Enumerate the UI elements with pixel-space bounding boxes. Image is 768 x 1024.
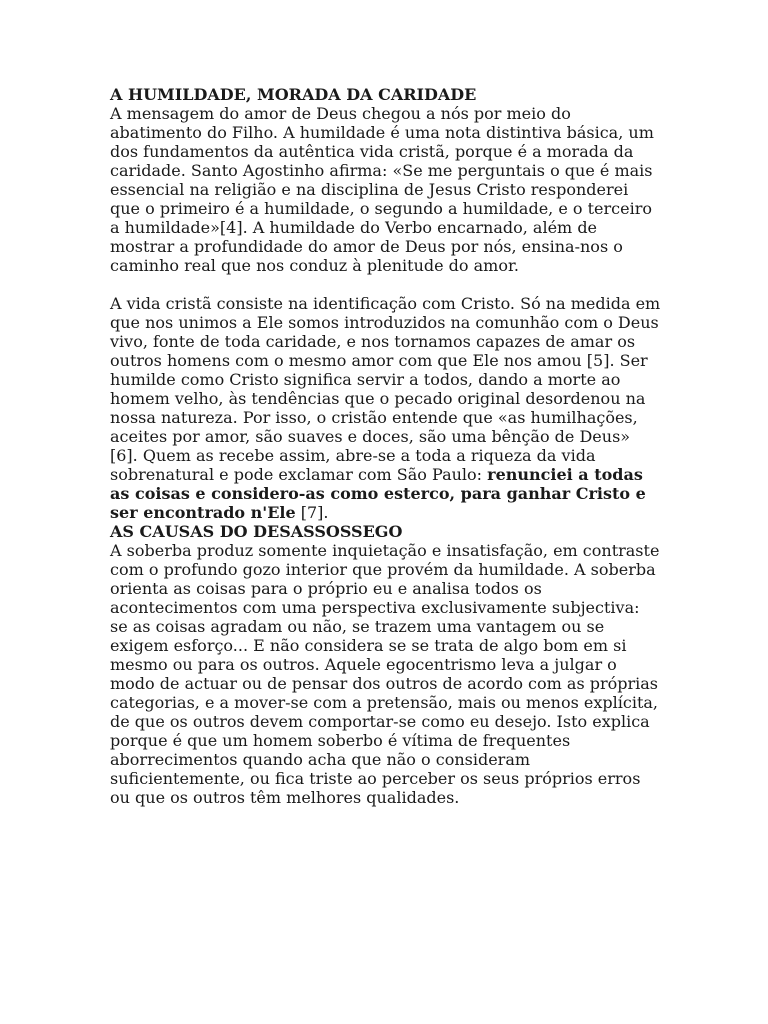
section-heading-humility: A HUMILDADE, MORADA DA CARIDADE bbox=[110, 85, 477, 104]
bold-quote-saint-paul: renunciei a todas as coisas e considero-as como esterco, para ganhar Cristo e ser encontrado n'Ele bbox=[110, 465, 646, 522]
paragraph-humility-intro: A mensagem do amor de Deus chegou a nós por meio do abatimento do Filho. A humildade é uma nota distintiva básica, um dos fundamentos da autêntica vida cristã, porque é a morada da caridade. Santo Agostinho afirma: «Se me perguntais o que é mais essencial na religião e na disciplina de Jesus Cristo responderei que o primeiro é a humildade, o segundo a humildade, e o terceiro a humildade»[4]. A humildade do Verbo encarnado, além de mostrar a profundidade do amor de Deus por nós, ensina-nos o caminho real que nos conduz à plenitude do amor. bbox=[110, 104, 654, 275]
paragraph-christian-life-text: A vida cristã consiste na identificação com Cristo. Só na medida em que nos unimos a Ele somos introduzidos na comunhão com o Deus vivo, fonte de toda caridade, e nos tornamos capazes de amar os outros homens com o mesmo amor com que Ele nos amou [5]. Ser humilde como Cristo significa servir a todos, dando a morte ao homem velho, às tendências que o pecado original desordenou na nossa natureza. Por isso, o cristão entende que «as humilhações, aceites por amor, são suaves e doces, são uma bênção de Deus» [6]. Quem as recebe assim, abre-se a toda a riqueza da vida sobrenatural e pode exclamar com São Paulo: bbox=[110, 294, 661, 484]
paragraph-christian-life bbox=[110, 294, 662, 522]
paragraph-christian-life-footnote: [7]. bbox=[295, 503, 329, 522]
section-heading-unrest: AS CAUSAS DO DESASSOSSEGO bbox=[110, 522, 403, 541]
document-page bbox=[110, 85, 662, 807]
paragraph-pride: A soberba produz somente inquietação e insatisfação, em contraste com o profundo gozo interior que provém da humildade. A soberba orienta as coisas para o próprio eu e analisa todos os acontecimentos com uma perspectiva exclusivamente subjectiva: se as coisas agradam ou não, se trazem uma vantagem ou se exigem esforço... E não considera se se trata de algo bom em si mesmo ou para os outros. Aquele egocentrismo leva a julgar o modo de actuar ou de pensar dos outros de acordo com as próprias categorias, e a mover-se com a pretensão, mais ou menos explícita, de que os outros devem comportar-se como eu desejo. Isto explica porque é que um homem soberbo é vítima de frequentes aborrecimentos quando acha que não o consideram suficientemente, ou fica triste ao perceber os seus próprios erros ou que os outros têm melhores qualidades. bbox=[110, 541, 660, 807]
paragraph-spacer bbox=[110, 275, 662, 294]
